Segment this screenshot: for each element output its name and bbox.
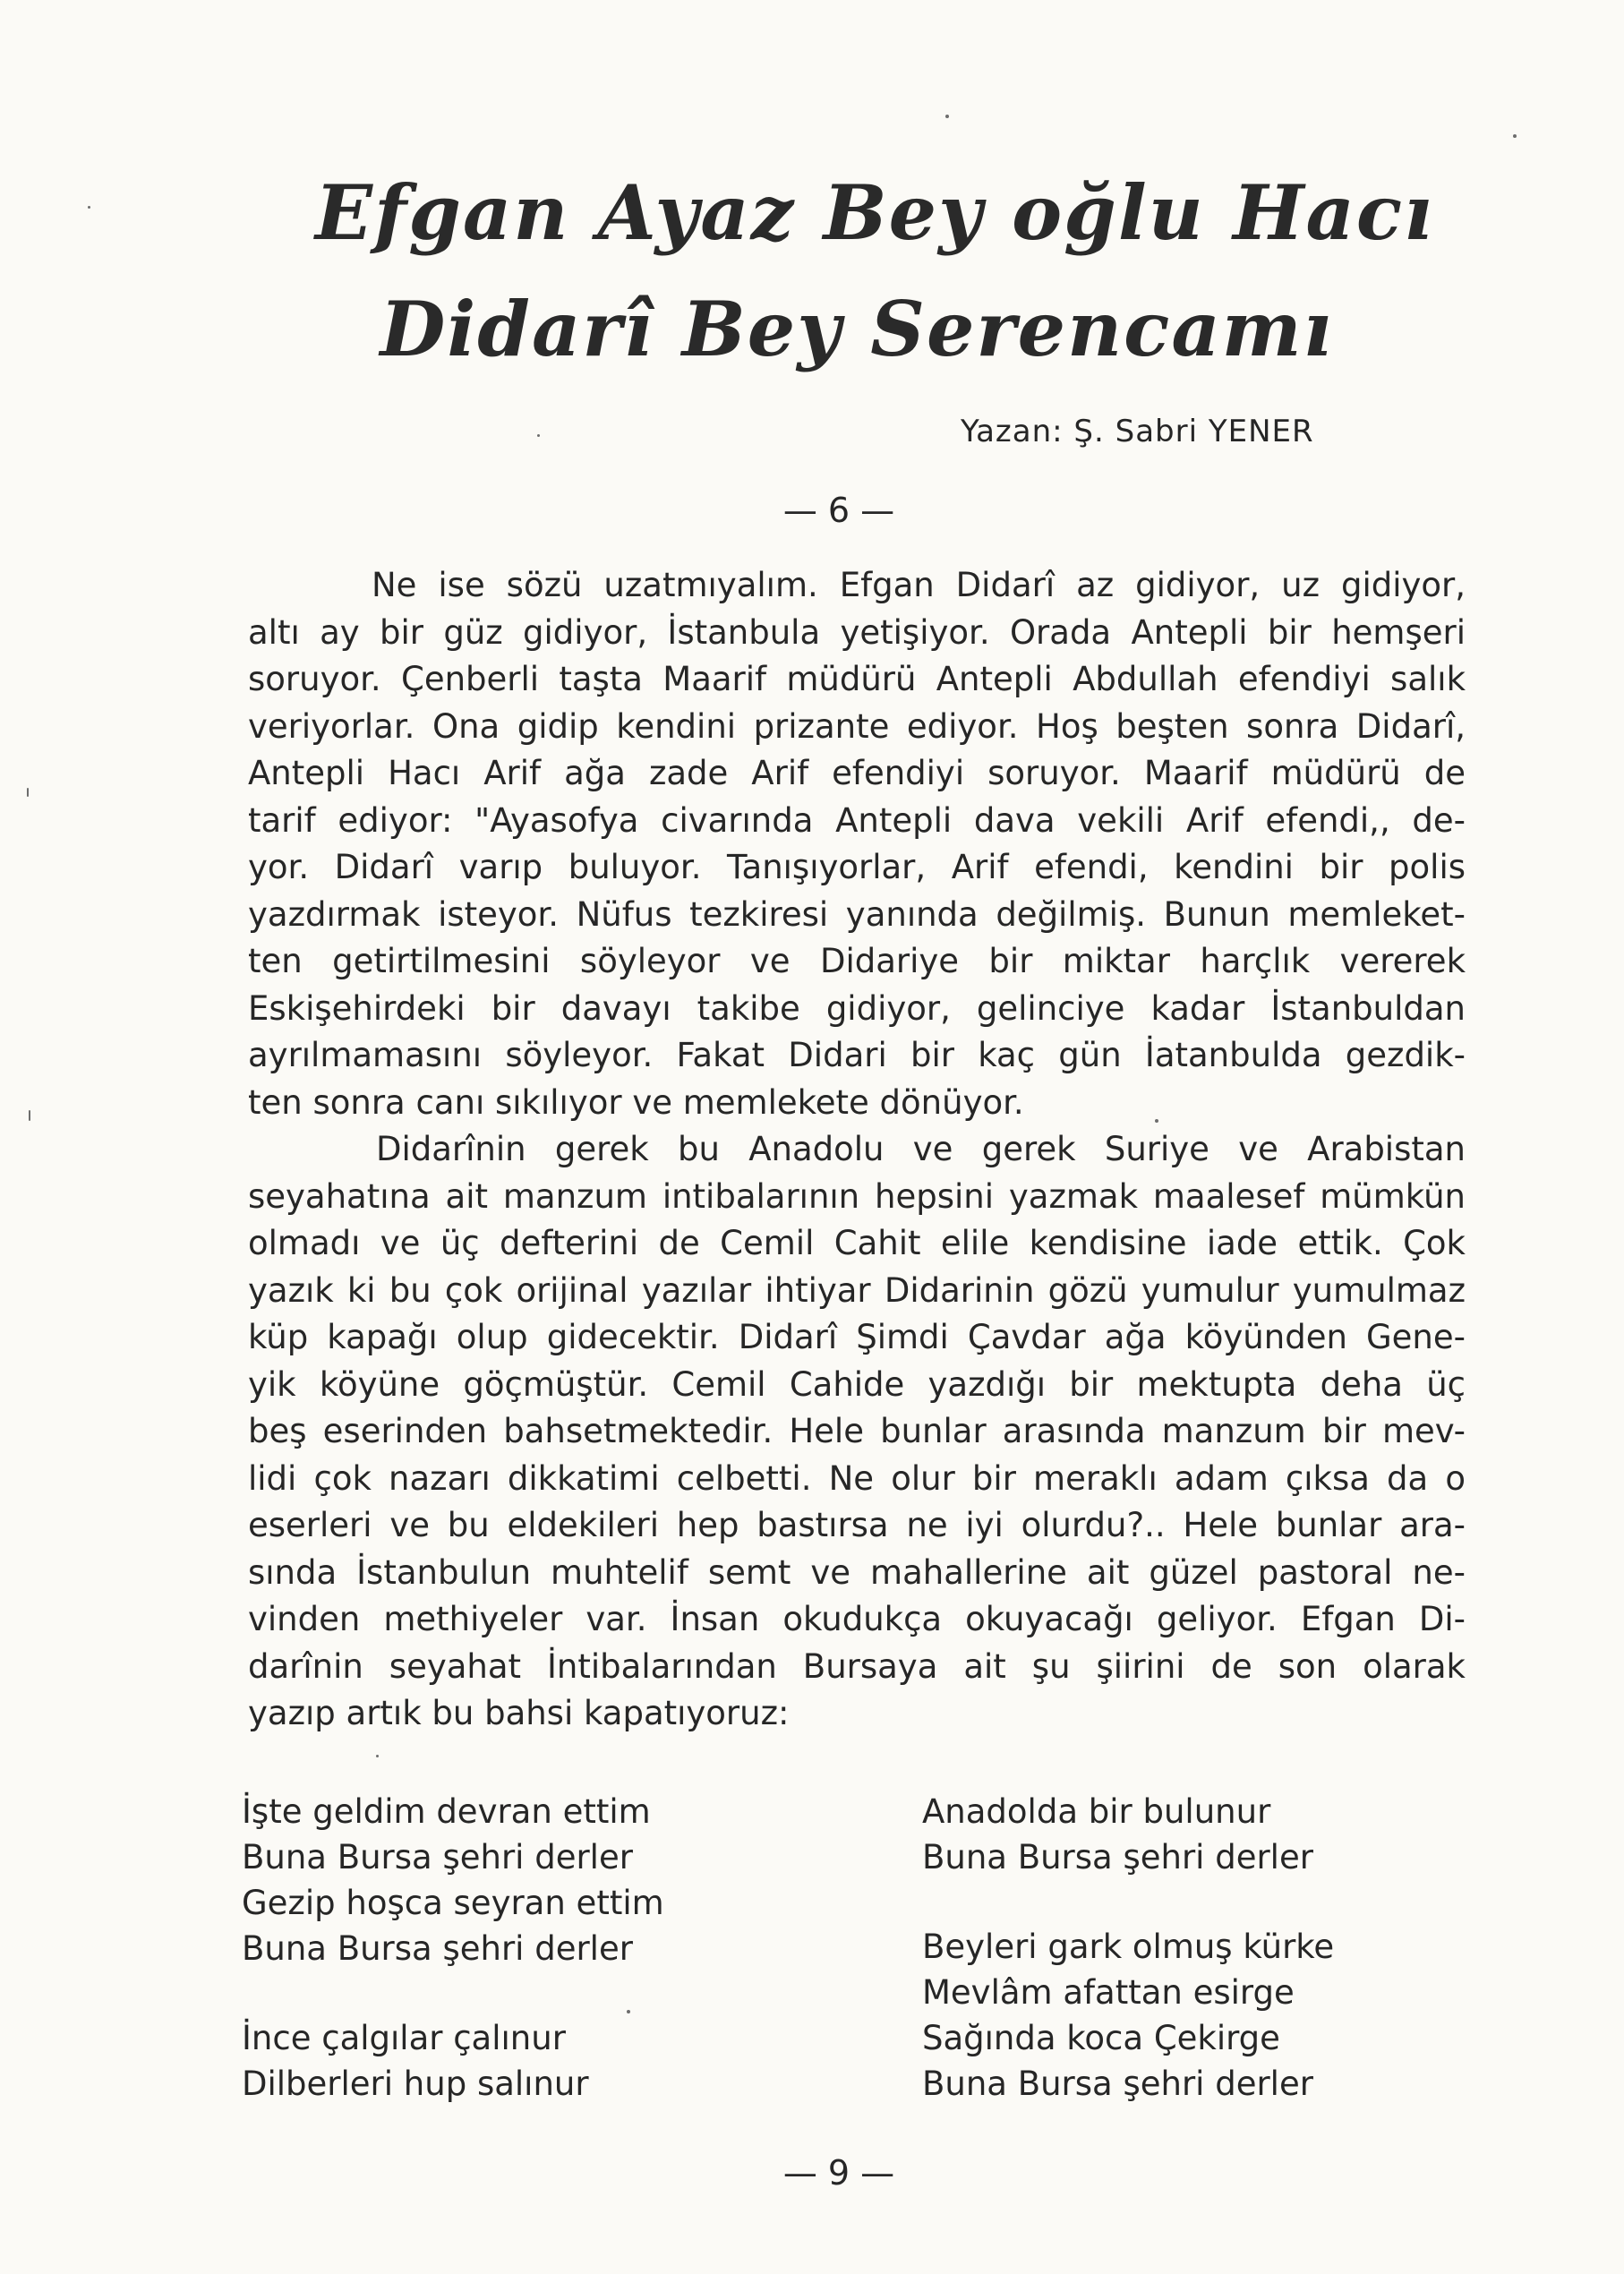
text-line: yazık ki bu çok orijinal yazılar ihtiyar Didarinin gözü yumulur yumulmaz	[248, 1270, 1466, 1310]
text-line: olmadı ve üç defterini de Cemil Cahit elile kendisine iade ettik. Çok	[248, 1224, 1466, 1262]
poem-line: Beyleri gark olmuş kürke	[922, 1928, 1335, 1966]
text-line: yik köyüne göçmüştür. Cemil Cahide yazdığı bir mektupta deha üç	[248, 1364, 1466, 1404]
scan-speck	[945, 115, 949, 118]
poem-line: İşte geldim devran ettim	[242, 1792, 651, 1831]
text-line: eserleri ve bu eldekileri hep bastırsa ne iyi olurdu?.. Hele bunlar ara-	[248, 1506, 1466, 1544]
scan-speck	[88, 206, 90, 209]
poem-line: Mevlâm afattan esirge	[922, 1973, 1295, 2012]
text-line: lidi çok nazarı dikkatimi celbetti. Ne olur bir meraklı adam çıksa da o	[248, 1458, 1466, 1498]
poem-line: Buna Bursa şehri derler	[922, 2065, 1313, 2103]
poem-stanza	[242, 2015, 664, 2107]
text-line: veriyorlar. Ona gidip kendini prizante ediyor. Hoş beşten sonra Didarî,	[248, 706, 1466, 746]
text-line: vinden methiyeler var. İnsan okudukça okuyacağı geliyor. Efgan Di-	[248, 1600, 1466, 1638]
poem-right-column	[922, 1789, 1334, 2107]
text-line: beş eserinden bahsetmektedir. Hele bunlar arasında manzum bir mev-	[248, 1412, 1466, 1450]
poem-line: Buna Bursa şehri derler	[242, 1838, 633, 1876]
text-line: ten sonra canı sıkılıyor ve memlekete dönüyor.	[248, 1082, 1024, 1122]
text-line: yazıp artık bu bahsi kapatıyoruz:	[248, 1694, 790, 1732]
text-line: yazdırmak isteyor. Nüfus tezkiresi yanında değilmiş. Bunun memleket-	[248, 894, 1466, 934]
poem-line: Buna Bursa şehri derler	[922, 1838, 1313, 1876]
poem-line: Anadolda bir bulunur	[922, 1792, 1271, 1831]
poem-line: Buna Bursa şehri derler	[242, 1929, 633, 1968]
paragraph-2	[248, 1126, 1466, 1738]
scan-speck	[1513, 134, 1517, 138]
chapter-number: — 6 —	[782, 491, 895, 530]
text-line: Ne ise sözü uzatmıyalım. Efgan Didarî az gidiyor, uz gidiyor,	[372, 566, 1466, 604]
text-line: Antepli Hacı Arif ağa zade Arif efendiyi soruyor. Maarif müdürü de	[248, 754, 1466, 792]
text-line: seyahatına ait manzum intibalarının hepsini yazmak maalesef mümkün	[248, 1176, 1466, 1216]
text-line: ten getirtilmesini söyleyor ve Didariye bir miktar harçlık vererek	[248, 942, 1466, 980]
scan-speck	[27, 788, 29, 797]
page-number: — 9 —	[782, 2153, 895, 2193]
byline	[961, 414, 1314, 449]
poem-stanza	[922, 1789, 1334, 1880]
scan-speck	[537, 434, 540, 437]
scan-speck	[1155, 1119, 1158, 1123]
scan-speck	[376, 1755, 379, 1757]
text-line: Eskişehirdeki bir davayı takibe gidiyor, gelinciye kadar İstanbuldan	[248, 988, 1466, 1028]
poem-line: Sağında koca Çekirge	[922, 2019, 1280, 2057]
poem-line: İnce çalgılar çalınur	[242, 2019, 566, 2057]
poem-line: Gezip hoşca seyran ettim	[242, 1884, 664, 1922]
body-text	[248, 562, 1466, 1738]
poem-left-column	[242, 1789, 664, 2107]
byline-author: Ş. Sabri YENER	[1073, 414, 1314, 449]
poem-stanza	[242, 1789, 664, 1971]
poem-stanza	[922, 1924, 1334, 2107]
text-line: Didarînin gerek bu Anadolu ve gerek Suriye ve Arabistan	[376, 1130, 1466, 1168]
text-line: tarif ediyor: "Ayasofya civarında Antepli dava vekili Arif efendi,, de-	[248, 800, 1466, 840]
text-line: sında İstanbulun muhtelif semt ve mahallerine ait güzel pastoral ne-	[248, 1552, 1466, 1592]
paragraph-1	[248, 562, 1466, 1126]
scan-speck	[627, 2010, 630, 2013]
text-line: ayrılmamasını söyleyor. Fakat Didari bir kaç gün İatanbulda gezdik-	[248, 1036, 1466, 1074]
poem-line: Dilberleri hup salınur	[242, 2065, 589, 2103]
byline-label: Yazan:	[961, 414, 1064, 449]
text-line: altı ay bir güz gidiyor, İstanbula yetişiyor. Orada Antepli bir hemşeri	[248, 612, 1466, 652]
text-line: küp kapağı olup gidecektir. Didarî Şimdi Çavdar ağa köyünden Gene-	[248, 1318, 1466, 1356]
title-line-1: Efgan Ayaz Bey oğlu Hacı	[315, 168, 1434, 257]
scan-speck	[29, 1110, 30, 1121]
title-line-2: Didarî Bey Serencamı	[380, 285, 1334, 373]
text-line: darînin seyahat İntibalarından Bursaya ait şu şiirini de son olarak	[248, 1646, 1466, 1686]
text-line: soruyor. Çenberli taşta Maarif müdürü Antepli Abdullah efendiyi salık	[248, 660, 1466, 698]
text-line: yor. Didarî varıp buluyor. Tanışıyorlar, Arif efendi, kendini bir polis	[248, 848, 1466, 886]
